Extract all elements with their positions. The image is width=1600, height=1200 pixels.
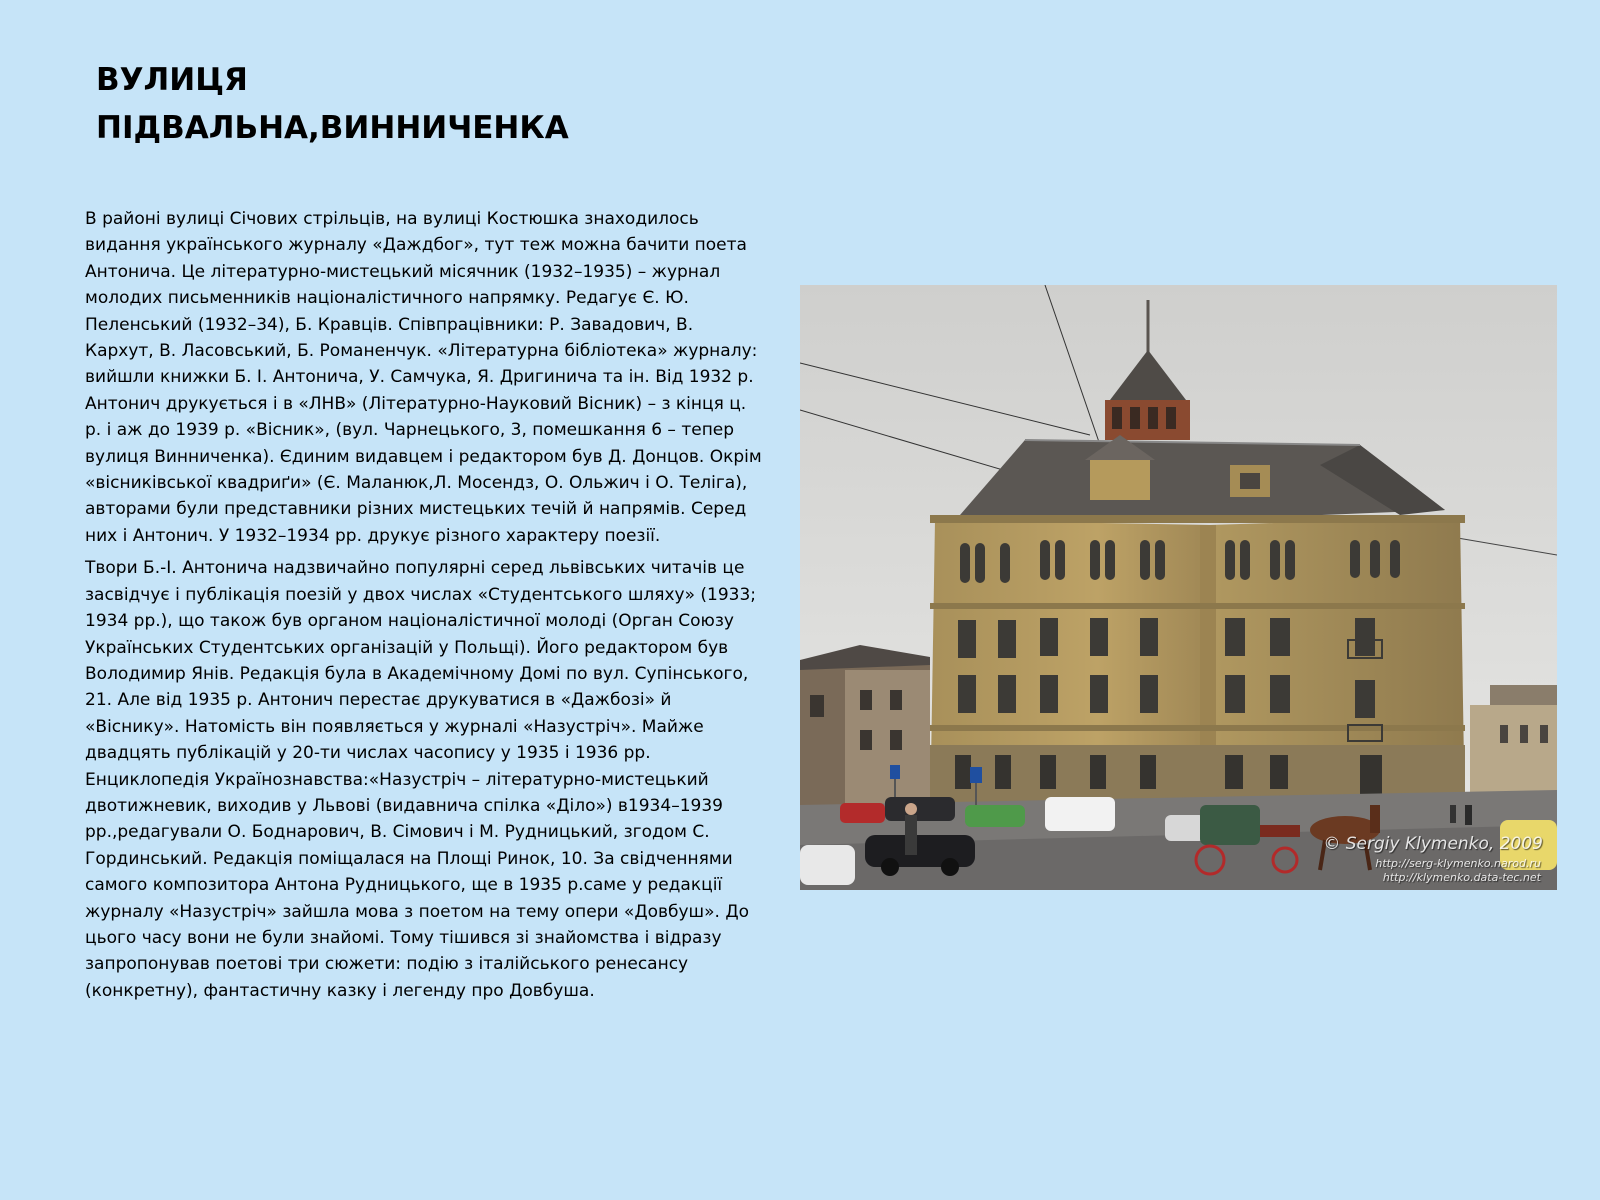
paragraph-2: Твори Б.-І. Антонича надзвичайно популярні серед львівських читачів це засвідчує і публікація поезій у двох числах «Студентського шляху» (1933; 1934 рр.), що також був органом націоналістичної молоді (Орган Союзу Українських Студентських організацій у Польщі). Його редактором був Володимир Янів. Редакція була в Академічному Домі по вул. Супінського, 21. Але від 1935 р. Антонич перестає друкуватися в «Дажбозі» й «Віснику». Натомість він появляється у журналі «Назустріч». Майже двадцять публікацій у 20-ти числах часопису у 1935 і 1936 рр. Енциклопедія Українознавства:«Назустріч – літературно-мистецький двотижневик, виходив у Львові (видавнича спілка «Діло») в1934–1939 рр.,редагували О. Боднарович, В. Сімович і М. Рудницький, згодом С. Гординський. Редакція поміщалася на Площі Ринок, 10. За свідченнями самого композитора Антона Рудницького, ще в 1935 р.саме у редакції журналу «Назустріч» зайшла мова з поетом на тему опери «Довбуш». До цього часу вони не були знайомі. Тому тішився зі знайомства і відразу запропонував поетові три сюжети: подію з італійського ренесансу (конкретну), фантастичну казку і легенду про Довбуша.	[85, 558, 757, 1001]
paragraph-1: В районі вулиці Січових стрільців, на вулиці Костюшка знаходилось видання українського журналу «Даждбог», тут теж можна бачити поета Антонича. Це літературно-мистецький місячник (1932–1935) – журнал молодих письменників націоналістичного напрямку. Редагує Є. Ю. Пеленський (1932–34), Б. Кравців. Співпрацівники: Р. Завадович, В. Кархут, В. Ласовський, Б. Романенчук. «Літературна бібліотека» журналу: вийшли книжки Б. І. Антонича, У. Самчука, Я. Дригинича та ін. Від 1932 р. Антонич друкується і в «ЛНВ» (Літературно-Науковий Вісник) – з кінця ц. р. і аж до 1939 р. «Вісник», (вул. Чарнецького, 3, помешкання 6 – тепер вулиця Винниченка). Єдиним видавцем і редактором був Д. Донцов. Окрім «вісниківської квадриґи» (Є. Маланюк,Л. Мосендз, О. Ольжич і О. Теліга), авторами були представники різних мистецьких течій й напрямів. Серед них і Антонич. У 1932–1934 рр. друкує різного характеру поезії.	[85, 209, 762, 546]
photo-watermark-url-1: http://serg-klymenko.narod.ru	[1375, 857, 1541, 870]
photo-watermark: © Sergiy Klymenko, 2009	[1323, 834, 1543, 854]
slide-title	[96, 56, 736, 152]
title-line-1: ВУЛИЦЯ	[96, 62, 248, 98]
photo-watermark-url-2: http://klymenko.data-tec.net	[1382, 871, 1541, 884]
body-text	[85, 206, 765, 1010]
title-line-2: ПІДВАЛЬНА,ВИННИЧЕНКА	[96, 110, 569, 146]
building-illustration	[800, 285, 1557, 890]
building-photo	[800, 285, 1557, 890]
